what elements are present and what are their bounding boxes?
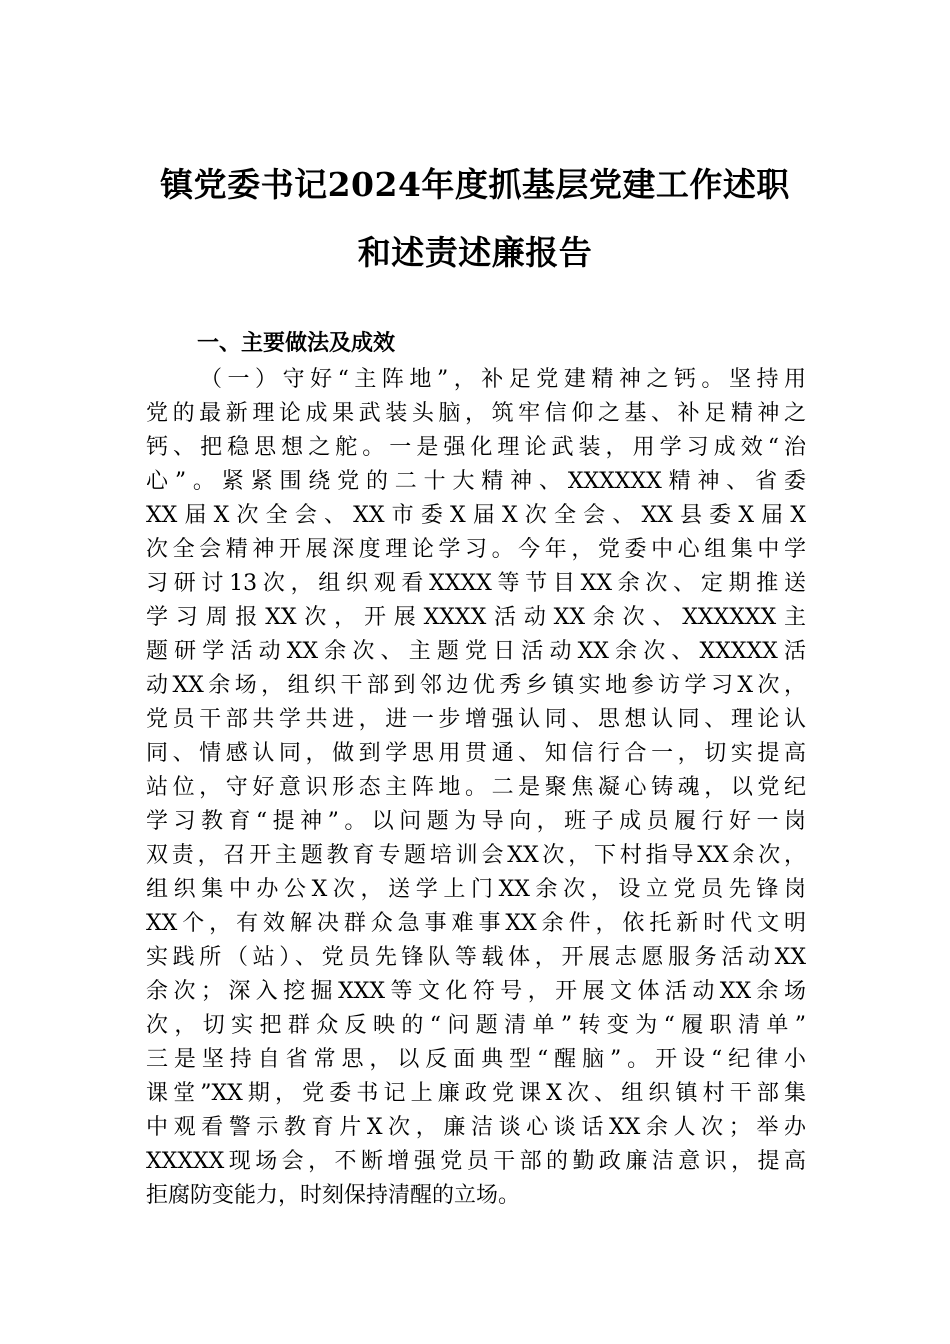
paragraph-line: 余次；深入挖掘XXX等文化符号，开展文体活动XX余场 [146, 979, 806, 1004]
paragraph-line: 次全会精神开展深度理论学习。今年，党委中心组集中学 [146, 537, 806, 562]
paragraph-line: 三是坚持自省常思，以反面典型“醒脑”。开设“纪律小 [146, 1047, 806, 1072]
paragraph-line: 习研讨13次，组织观看XXXX等节目XX余次、定期推送 [146, 571, 806, 596]
paragraph-line: 党员干部共学共进，进一步增强认同、思想认同、理论认 [146, 707, 806, 732]
document-title-line-1: 镇党委书记2024年度抓基层党建工作述职 [160, 165, 790, 204]
document-title-line-2: 和述责述廉报告 [357, 233, 593, 272]
paragraph-line: 动XX余场，组织干部到邻边优秀乡镇实地参访学习X次， [146, 673, 806, 698]
paragraph-line: 中观看警示教育片X次，廉洁谈心谈话XX余人次；举办 [146, 1115, 806, 1140]
paragraph-line: 组织集中办公X次，送学上门XX余次，设立党员先锋岗 [146, 877, 806, 902]
paragraph-line: 双责，召开主题教育专题培训会XX次，下村指导XX余次， [146, 843, 806, 868]
paragraph-line: 题研学活动XX余次、主题党日活动XX余次、XXXXX活 [146, 639, 806, 664]
paragraph-line: 学习教育“提神”。以问题为导向，班子成员履行好一岗 [146, 809, 806, 834]
paragraph-line-last: 拒腐防变能力，时刻保持清醒的立场。 [146, 1183, 521, 1208]
paragraph-line: 次，切实把群众反映的“问题清单”转变为“履职清单” [146, 1013, 806, 1038]
paragraph-line: 同、情感认同，做到学思用贯通、知信行合一，切实提高 [146, 741, 806, 766]
paragraph-line: 站位，守好意识形态主阵地。二是聚焦凝心铸魂，以党纪 [146, 775, 806, 800]
paragraph-line: XXXXX现场会，不断增强党员干部的勤政廉洁意识，提高 [146, 1149, 806, 1174]
paragraph-line: XX届X次全会、XX市委X届X次全会、XX县委X届X [146, 503, 806, 528]
paragraph-line: 党的最新理论成果武装头脑，筑牢信仰之基、补足精神之 [146, 401, 806, 426]
paragraph-line: XX个，有效解决群众急事难事XX余件，依托新时代文明 [146, 911, 806, 936]
paragraph-line: 课堂”XX期，党委书记上廉政党课X次、组织镇村干部集 [146, 1081, 806, 1106]
paragraph-line: 钙、把稳思想之舵。一是强化理论武装，用学习成效“治 [146, 435, 806, 460]
paragraph-line: 心”。紧紧围绕党的二十大精神、XXXXXX精神、省委 [146, 469, 806, 494]
paragraph-line: 实践所（站）、党员先锋队等载体，开展志愿服务活动XX [146, 945, 806, 970]
section-heading: 一、主要做法及成效 [197, 331, 396, 356]
paragraph-line: （一）守好“主阵地”，补足党建精神之钙。坚持用 [200, 367, 806, 392]
paragraph-line: 学习周报XX次，开展XXXX活动XX余次、XXXXXX主 [146, 605, 806, 630]
